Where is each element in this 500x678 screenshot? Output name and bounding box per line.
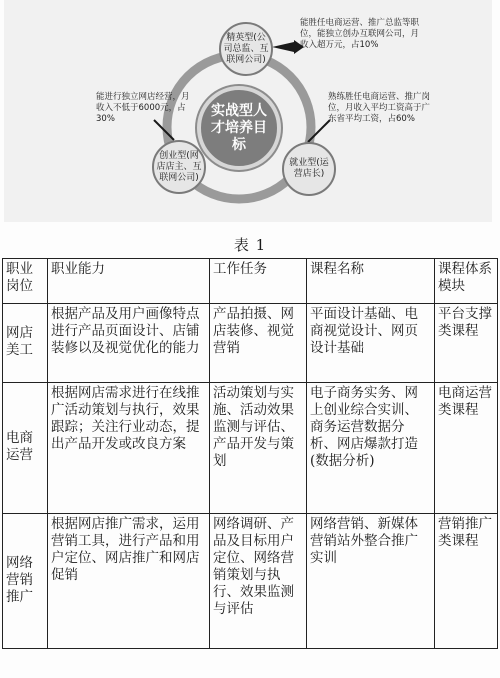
center-goal-label: 实战型人才培养目标 xyxy=(211,102,267,153)
entrepreneur-node xyxy=(152,140,206,194)
cell-tasks: 产品拍摄、网店装修、视觉营销 xyxy=(210,304,307,383)
cell-module: 平台支撑类课程 xyxy=(435,304,498,383)
table-header-row xyxy=(3,259,498,304)
cell-module: 营销推广类课程 xyxy=(435,514,498,649)
cell-courses: 平面设计基础、电商视觉设计、网页设计基础 xyxy=(307,304,435,383)
elite-node xyxy=(219,22,273,76)
header-ability: 职业能力 xyxy=(48,259,210,304)
cell-ability: 根据网店推广需求，运用营销工具，进行产品和用户定位、网店推广和网店促销 xyxy=(48,514,210,649)
elite-node-label: 精英型(公司总监、互联网公司) xyxy=(223,32,269,65)
cell-module: 电商运营类课程 xyxy=(435,383,498,514)
cell-tasks: 网络调研、产品及目标用户定位、网络营销策划与执行、效果监测与评估 xyxy=(210,514,307,649)
cell-position: 电商运营 xyxy=(3,383,48,514)
entrepreneur-description: 能进行独立网店经营，月收入不低于6000元，占30% xyxy=(96,92,190,124)
employment-node-label: 就业型(运营店长) xyxy=(289,158,329,179)
cell-ability: 根据网店需求进行在线推广活动策划与执行，效果跟踪；关注行业动态，提出产品开发或改良方案 xyxy=(48,383,210,514)
header-position: 职业岗位 xyxy=(3,259,48,304)
entrepreneur-node-label: 创业型(网店店主、互联网公司) xyxy=(156,150,202,183)
elite-description: 能胜任电商运营、推广总监等职位，能独立创办互联网公司，月收入超万元，占10% xyxy=(300,18,420,50)
cell-ability: 根据产品及用户画像特点进行产品页面设计、店铺装修以及视觉优化的能力 xyxy=(48,304,210,383)
table-row xyxy=(3,304,498,383)
cell-tasks: 活动策划与实施、活动效果监测与评估、产品开发与策划 xyxy=(210,383,307,514)
table-caption: 表 1 xyxy=(233,236,267,254)
cell-position: 网店美工 xyxy=(3,304,48,383)
center-goal-node xyxy=(197,86,281,170)
table-row xyxy=(3,514,498,649)
curriculum-table xyxy=(2,258,498,649)
table-row xyxy=(3,383,498,514)
cell-position: 网络营销推广 xyxy=(3,514,48,649)
header-courses: 课程名称 xyxy=(307,259,435,304)
employment-description: 熟练胜任电商运营、推广岗位，月收入平均工资高于广东省平均工资，占60% xyxy=(328,92,431,124)
employment-node xyxy=(282,142,336,196)
talent-goal-diagram xyxy=(4,0,492,222)
header-module: 课程体系模块 xyxy=(435,259,498,304)
cell-courses: 电子商务实务、网上创业综合实训、商务运营数据分析、网店爆款打造(数据分析) xyxy=(307,383,435,514)
cell-courses: 网络营销、新媒体营销站外整合推广实训 xyxy=(307,514,435,649)
header-tasks: 工作任务 xyxy=(210,259,307,304)
